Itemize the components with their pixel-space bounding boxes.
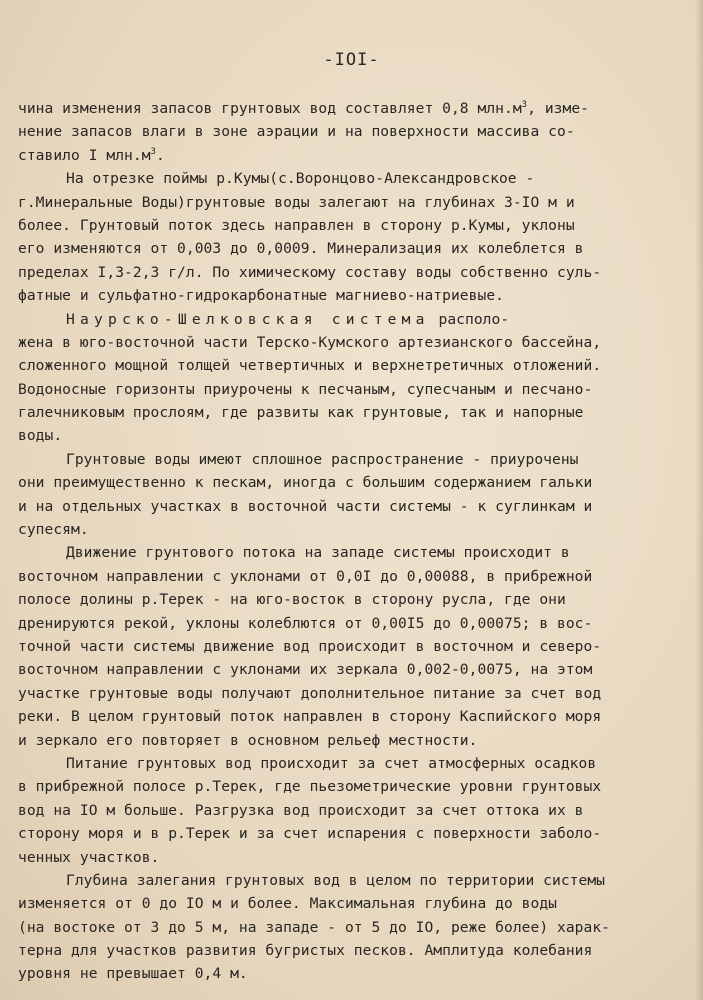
text-line — [18, 916, 698, 939]
text-line — [18, 635, 698, 658]
line-text: супесям. — [18, 521, 89, 539]
page-edge-shadow — [695, 0, 703, 1000]
line-text: более. Грунтовый поток здесь направлен в сторону р.Кумы, уклоны — [18, 216, 575, 234]
text-line — [18, 799, 698, 822]
line-text: ченных участков. — [18, 848, 160, 866]
text-line — [18, 120, 698, 143]
text-line — [18, 144, 698, 167]
text-line — [18, 752, 698, 775]
line-text: ставило I млн.м — [18, 146, 151, 164]
text-line — [18, 822, 698, 845]
text-line — [18, 846, 698, 869]
line-text: галечниковым прослоям, где развиты как грунтовые, так и напорные — [18, 404, 584, 422]
line-text: и зеркало его повторяет в основном рельеф местности. — [18, 731, 478, 749]
superscript: 3 — [521, 100, 528, 110]
text-line — [18, 424, 698, 447]
text-line — [18, 471, 698, 494]
line-text: уровня не превышает 0,4 м. — [18, 965, 248, 983]
text-line — [18, 401, 698, 424]
text-line — [18, 682, 698, 705]
text-line — [18, 729, 698, 752]
line-text: восточном направлении с уклонами от 0,0I до 0,00088, в прибрежной — [18, 567, 593, 585]
line-text: Движение грунтового потока на западе системы происходит в — [66, 544, 570, 562]
text-line — [18, 588, 698, 611]
line-text: воды. — [18, 427, 63, 445]
line-text: г.Минеральные Воды)грунтовые воды залегают на глубинах 3-IO м и — [18, 193, 575, 211]
line-text: сложенного мощной толщей четвертичных и верхнетретичных отложений. — [18, 357, 602, 375]
text-line — [18, 869, 698, 892]
text-line — [18, 541, 698, 564]
superscript: 3 — [150, 146, 157, 157]
text-line — [18, 962, 698, 985]
text-line — [18, 284, 698, 307]
line-text: На отрезке поймы р.Кумы(с.Воронцово-Александровское - — [66, 170, 535, 188]
line-text: участке грунтовые воды получают дополнительное питание за счет вод — [18, 684, 602, 702]
text-line — [18, 261, 698, 284]
line-text: изменяется от 0 до IO м и более. Максимальная глубина до воды — [18, 895, 558, 913]
spaced-heading: Наурско-Шелковская система — [66, 310, 430, 328]
line-text: (на востоке от 3 до 5 м, на западе - от 5 до IO, реже более) харак- — [18, 918, 611, 936]
line-text: дренируются рекой, уклоны колеблются от 0,00I5 до 0,00075; в вос- — [18, 614, 593, 632]
text-line — [18, 191, 698, 214]
line-tail: , изме- — [527, 100, 589, 117]
line-text: реки. В целом грунтовый поток направлен в сторону Каспийского моря — [18, 708, 602, 726]
text-line — [18, 214, 698, 237]
line-text: точной части системы движение вод происходит в восточном и северо- — [18, 637, 602, 655]
text-line — [18, 892, 698, 915]
line-text: его изменяются от 0,003 до 0,0009. Минерализация их колеблется в — [18, 240, 584, 258]
line-tail: . — [156, 146, 165, 164]
line-text: терна для участков развития бугристых песков. Амплитуда колебания — [18, 942, 593, 960]
text-line — [18, 705, 698, 728]
line-text: жена в юго-восточной части Терско-Кумского артезианского бассейна, — [18, 333, 602, 351]
text-line — [18, 495, 698, 518]
line-text: они преимущественно к пескам, иногда с большим содержанием гальки — [18, 474, 593, 492]
text-line — [18, 237, 698, 260]
line-text: Грунтовые воды имеют сплошное распространение - приурочены — [66, 450, 579, 468]
text-line — [18, 939, 698, 962]
line-text: восточном направлении с уклонами их зеркала 0,002-0,0075, на этом — [18, 661, 593, 679]
text-line — [18, 658, 698, 681]
text-line — [18, 97, 698, 120]
text-line — [18, 378, 698, 401]
body-text — [18, 97, 698, 986]
line-text: в прибрежной полосе р.Терек, где пьезометрические уровни грунтовых — [18, 778, 602, 796]
line-text: Глубина залегания грунтовых вод в целом по территории системы — [66, 871, 606, 889]
text-line — [18, 612, 698, 635]
text-line — [18, 308, 698, 331]
text-line — [18, 167, 698, 190]
text-line — [18, 518, 698, 541]
text-line — [18, 448, 698, 471]
line-text: чина изменения запасов грунтовых вод составляет 0,8 млн.м — [18, 100, 522, 117]
line-text: нение запасов влаги в зоне аэрации и на поверхности массива со- — [18, 123, 575, 141]
text-line — [18, 354, 698, 377]
line-text: вод на IO м больше. Разгрузка вод происходит за счет оттока их в — [18, 801, 584, 819]
text-line — [18, 331, 698, 354]
text-line — [18, 565, 698, 588]
line-text: сторону моря и в р.Терек и за счет испарения с поверхности заболо- — [18, 825, 602, 843]
line-text: полосе долины р.Терек - на юго-восток в сторону русла, где они — [18, 591, 566, 609]
line-text: Питание грунтовых вод происходит за счет атмосферных осадков — [66, 754, 597, 772]
text-line — [18, 775, 698, 798]
page-number: -IOI- — [323, 50, 380, 70]
line-text: фатные и сульфатно-гидрокарбонатные магниево-натриевые. — [18, 287, 504, 305]
line-text: пределах I,3-2,3 г/л. По химическому составу воды собственно суль- — [18, 263, 602, 281]
line-text: Водоносные горизонты приурочены к песчаным, супесчаным и песчано- — [18, 380, 593, 398]
line-tail: располо- — [429, 310, 510, 328]
line-text: и на отдельных участках в восточной части системы - к суглинкам и — [18, 497, 593, 515]
